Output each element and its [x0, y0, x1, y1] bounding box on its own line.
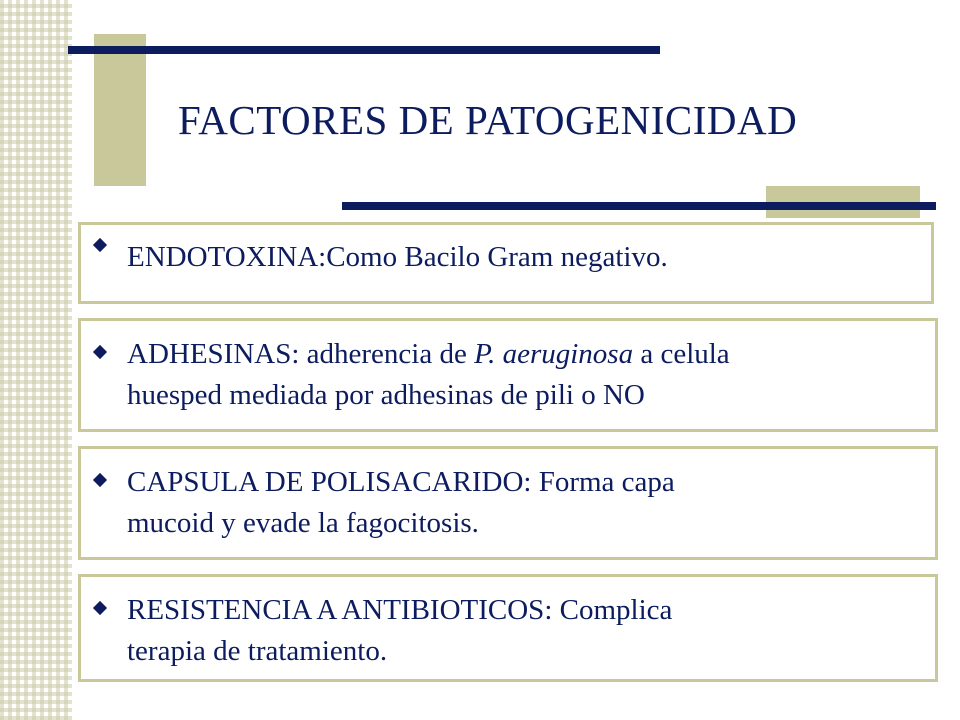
diamond-bullet-icon — [93, 238, 107, 252]
bullet-line: RESISTENCIA A ANTIBIOTICOS: Complica — [127, 594, 673, 626]
title-top-rule — [68, 46, 660, 54]
bullet-line: ENDOTOXINA:Como Bacilo Gram negativo. — [127, 241, 668, 273]
bullet-box-resistencia — [78, 574, 938, 682]
diamond-bullet-icon — [93, 601, 107, 615]
bullet-text — [127, 334, 927, 416]
bullet-line: mucoid y evade la fagocitosis. — [127, 507, 479, 539]
bullet-text — [127, 590, 927, 672]
bullet-box-endotoxina — [78, 222, 934, 304]
diamond-bullet-icon — [93, 345, 107, 359]
bullet-line-suffix: a celula — [633, 338, 730, 370]
diamond-bullet-icon — [93, 473, 107, 487]
bullet-box-adhesinas — [78, 318, 938, 432]
title-accent-bar-left — [94, 34, 146, 186]
species-name: P. aeruginosa — [474, 338, 634, 370]
title-bottom-rule — [342, 202, 936, 210]
bullet-line-prefix: ADHESINAS: adherencia de — [127, 338, 475, 370]
side-pattern-decoration — [0, 0, 72, 720]
bullet-line — [127, 338, 730, 370]
slide-title: FACTORES DE PATOGENICIDAD — [178, 97, 798, 143]
bullet-line: terapia de tratamiento. — [127, 635, 388, 667]
bullet-line: huesped mediada por adhesinas de pili o NO — [127, 379, 645, 411]
bullet-text — [127, 237, 923, 278]
bullet-box-capsula — [78, 446, 938, 560]
bullet-line: CAPSULA DE POLISACARIDO: Forma capa — [127, 466, 675, 498]
bullet-text — [127, 462, 927, 544]
